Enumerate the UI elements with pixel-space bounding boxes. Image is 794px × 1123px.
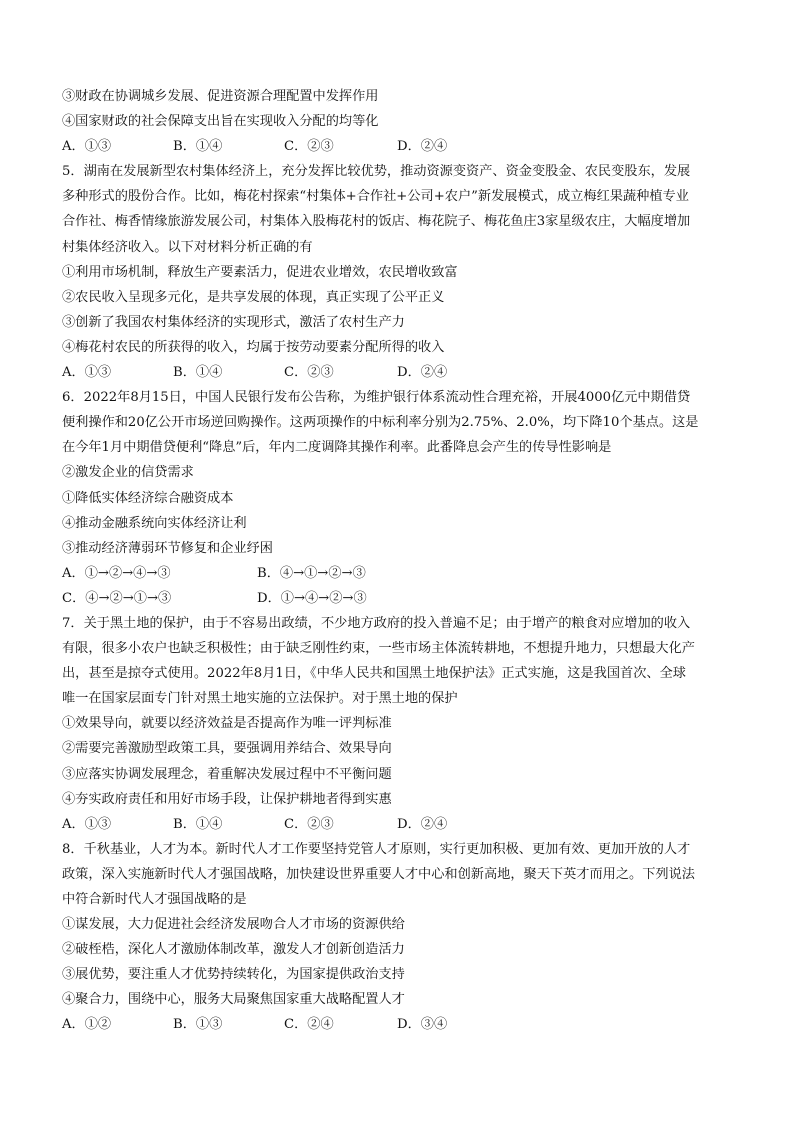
stem-line: 出，甚至是掠夺式使用。2022年8月1日，《中华人民共和国黑土地保护法》正式实施，这是我国首次、全球 [62, 666, 686, 682]
option-line: ③应落实协调发展理念，着重解决发展过程中不平衡问题 [62, 766, 392, 782]
stem-line: 村集体经济收入。以下对材料分析正确的有 [62, 239, 313, 255]
option-line: ③财政在协调城乡发展、促进资源合理配置中发挥作用 [62, 89, 379, 104]
option-line: ①降低实体经济综合融资成本 [62, 490, 234, 506]
answer-a[interactable]: A．①③ [62, 816, 112, 832]
stem-line: 中符合新时代人才强国战略的是 [62, 892, 247, 907]
option-line: ③创新了我国农村集体经济的实现形式，激活了农村生产力 [62, 314, 405, 330]
answer-b[interactable]: B．①④ [173, 365, 223, 381]
option-line: ②破桎梏，深化人才激励体制改革，激发人才创新创造活力 [62, 942, 405, 958]
answer-a[interactable]: A．①③ [62, 365, 112, 381]
question-7 [62, 615, 734, 833]
answer-c[interactable]: C．②③ [284, 139, 334, 155]
stem-line: 政策，深入实施新时代人才强国战略，加快建设世界重要人才中心和创新高地，聚天下英才而用之。下列说法 [62, 866, 695, 882]
option-line: ③推动经济薄弱环节修复和企业纾困 [62, 540, 273, 556]
answer-d[interactable]: D．②④ [397, 816, 448, 832]
stem-line: 在今年1月中期借贷便利“降息”后，年内二度调降其操作利率。此番降息会产生的传导性影响是 [62, 440, 612, 456]
stem-line: 6．2022年8月15日，中国人民银行发布公告称，为维护银行体系流动性合理充裕，开展4000亿元中期借贷 [62, 390, 691, 406]
answer-d[interactable]: D．②④ [397, 365, 448, 381]
stem-line: 合作社、梅香情缘旅游发展公司，村集体入股梅花村的饭店、梅花院子、梅花鱼庄3家星级农庄，大幅度增加 [62, 214, 691, 230]
question-5 [62, 163, 734, 381]
option-line: ①谋发展，大力促进社会经济发展吻合人才市场的资源供给 [62, 917, 405, 933]
answer-a[interactable]: A．①→②→④→③ [62, 565, 171, 581]
answer-c[interactable]: C．②③ [284, 816, 334, 832]
answer-choices [62, 138, 734, 155]
option-line: ③展优势，要注重人才优势持续转化，为国家提供政治支持 [62, 967, 405, 983]
answer-d[interactable]: D．②④ [397, 139, 448, 155]
answer-choices-row-1 [62, 565, 734, 582]
option-line: ④聚合力，围绕中心，服务大局聚焦国家重大战略配置人才 [62, 992, 405, 1008]
answer-choices [62, 816, 734, 833]
option-line: ②需要完善激励型政策工具，要强调用养结合、效果导向 [62, 741, 392, 757]
exam-page [62, 88, 734, 1042]
answer-choices [62, 1016, 734, 1033]
stem-line: 有限，很多小农户也缺乏积极性；由于缺乏刚性约束，一些市场主体流转耕地，不想提升地力，只想最大化产 [62, 641, 695, 657]
stem-line: 7．关于黑土地的保护，由于不容易出政绩，不少地方政府的投入普遍不足；由于增产的粮食对应增加的收入 [62, 615, 691, 631]
answer-a[interactable]: A．①② [62, 1017, 112, 1033]
option-line: ①利用市场机制，释放生产要素活力，促进农业增效，农民增收致富 [62, 264, 458, 280]
question-4-tail [62, 88, 734, 155]
answer-a[interactable]: A．①③ [62, 139, 112, 155]
stem-line: 8．千秋基业，人才为本。新时代人才工作要坚持党管人才原则，实行更加积极、更加有效、更加开放的人才 [62, 841, 691, 857]
answer-b[interactable]: B．④→①→②→③ [257, 565, 366, 581]
answer-choices [62, 364, 734, 381]
answer-d[interactable]: D．③④ [397, 1017, 448, 1033]
answer-c[interactable]: C．④→②→①→③ [62, 590, 172, 606]
answer-c[interactable]: C．②③ [284, 365, 334, 381]
question-8 [62, 841, 734, 1034]
answer-d[interactable]: D．①→④→②→③ [257, 590, 367, 606]
option-line: ②农民收入呈现多元化，是共享发展的体现，真正实现了公平正义 [62, 289, 445, 305]
option-line: ①效果导向，就要以经济效益是否提高作为唯一评判标准 [62, 716, 392, 732]
answer-c[interactable]: C．②④ [284, 1017, 334, 1033]
answer-b[interactable]: B．①④ [173, 816, 223, 832]
option-line: ④推动金融系统向实体经济让利 [62, 515, 247, 531]
stem-line: 唯一在国家层面专门针对黑土地实施的立法保护。对于黑土地的保护 [62, 691, 458, 707]
answer-b[interactable]: B．①③ [173, 1017, 223, 1033]
option-line: ④梅花村农民的所获得的收入，均属于按劳动要素分配所得的收入 [62, 339, 445, 355]
answer-b[interactable]: B．①④ [173, 139, 223, 155]
answer-choices-row-2 [62, 590, 734, 607]
option-line: ②激发企业的信贷需求 [62, 465, 194, 481]
option-line: ④国家财政的社会保障支出旨在实现收入分配的均等化 [62, 114, 379, 130]
stem-line: 多种形式的股份合作。比如，梅花村探索“村集体+合作社+公司+农户”新发展模式，成立梅红果蔬种植专业 [62, 189, 689, 205]
option-line: ④夯实政府责任和用好市场手段，让保护耕地者得到实惠 [62, 791, 392, 807]
stem-line: 便利操作和20亿公开市场逆回购操作。这两项操作的中标利率分别为2.75%、2.0%，均下降10个基点。这是 [62, 415, 699, 431]
stem-line: 5．湖南在发展新型农村集体经济上，充分发挥比较优势，推动资源变资产、资金变股金、农民变股东，发展 [62, 164, 691, 180]
question-6 [62, 389, 734, 607]
